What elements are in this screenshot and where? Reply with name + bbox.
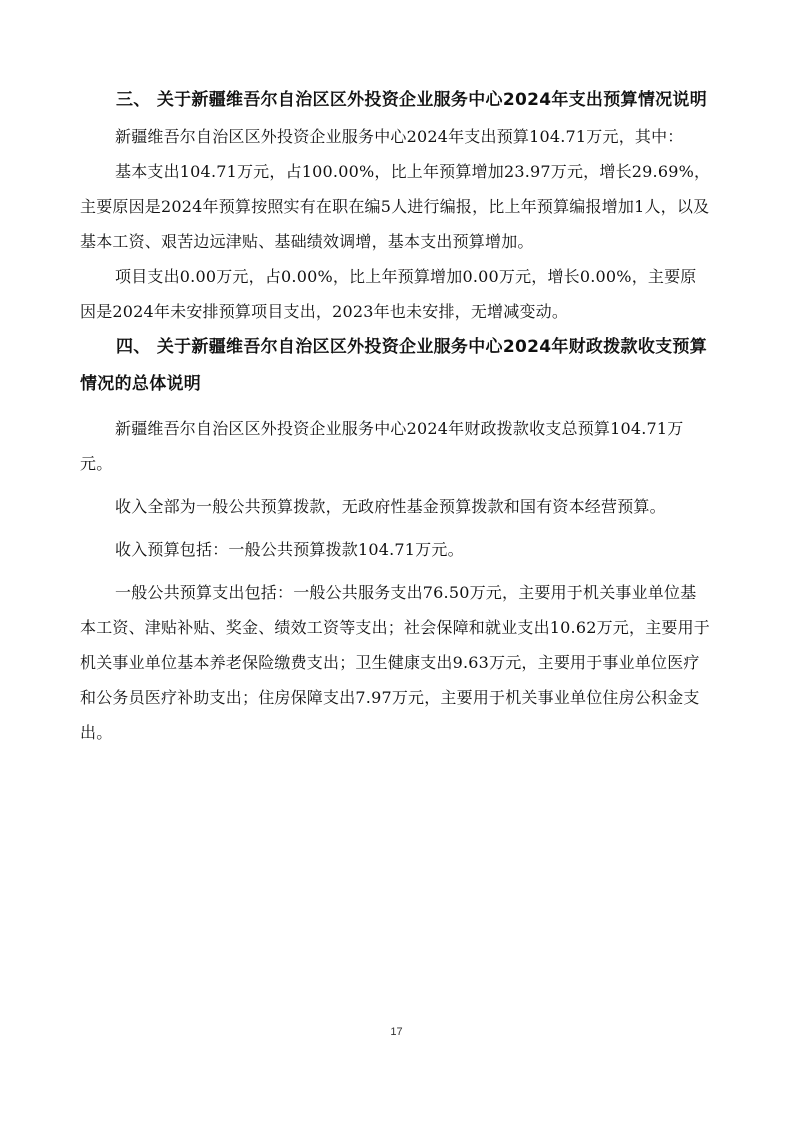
section-3-paragraph-3: 项目支出0.00万元，占0.00%，比上年预算增加0.00万元，增长0.00%，主要原因是2024年未安排预算项目支出，2023年也未安排，无增减变动。 <box>80 267 697 321</box>
section-4-paragraph-2: 收入全部为一般公共预算拨款，无政府性基金预算拨款和国有资本经营预算。 <box>115 497 666 516</box>
section-3-paragraph-1: 新疆维吾尔自治区区外投资企业服务中心2024年支出预算104.71万元，其中： <box>115 127 684 146</box>
page-number: 17 <box>390 1026 403 1038</box>
spacer <box>80 403 712 411</box>
spacer <box>80 567 712 575</box>
section-3-heading: 三、 关于新疆维吾尔自治区区外投资企业服务中心2024年支出预算情况说明 <box>116 90 708 110</box>
section-3-paragraph-2: 基本支出104.71万元，占100.00%，比上年预算增加23.97万元，增长29.69%，主要原因是2024年预算按照实有在职在编5人进行编报，比上年预算编报增加1人，以及基本工资、艰苦边远津贴、基础绩效调增，基本支出预算增加。 <box>80 162 711 251</box>
spacer <box>80 481 712 489</box>
section-4-paragraph-4: 一般公共预算支出包括：一般公共服务支出76.50万元，主要用于机关事业单位基本工资、津贴补贴、奖金、绩效工资等支出；社会保障和就业支出10.62万元，主要用于机关事业单位基本养老保险缴费支出；卫生健康支出9.63万元，主要用于事业单位医疗和公务员医疗补助支出；住房保障支出7.97万元，主要用于机关事业单位住房公积金支出。 <box>80 583 711 742</box>
document-body <box>80 82 712 750</box>
section-4-heading: 四、 关于新疆维吾尔自治区区外投资企业服务中心2024年财政拨款收支预算情况的总体说明 <box>80 337 708 394</box>
section-4-paragraph-3: 收入预算包括：一般公共预算拨款104.71万元。 <box>115 540 464 559</box>
section-4-paragraph-1: 新疆维吾尔自治区区外投资企业服务中心2024年财政拨款收支总预算104.71万元。 <box>80 419 684 473</box>
spacer <box>80 524 712 532</box>
